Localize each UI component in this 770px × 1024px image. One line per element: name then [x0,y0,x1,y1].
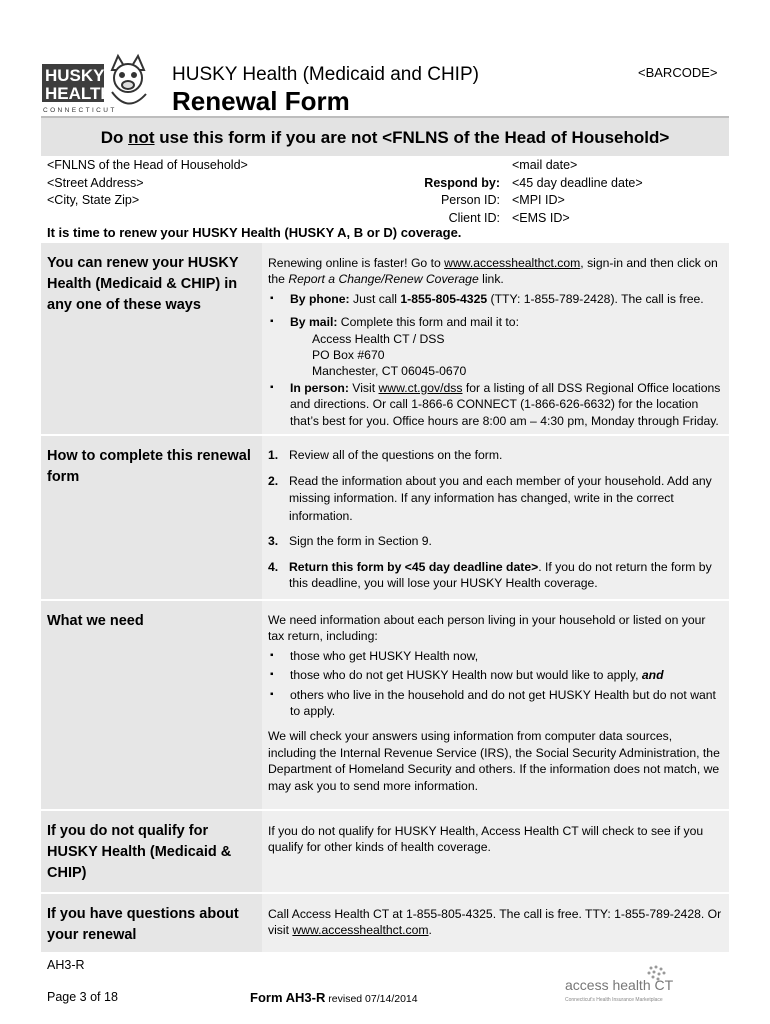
section-what-we-need [41,599,729,811]
section-heading: If you have questions about your renewal [47,906,239,943]
logo-connecticut-text: CONNECTICUT [43,107,117,114]
access-health-ct-logo [563,965,683,1005]
list-item: ▪ In person: Visit www.ct.gov/dss for a listing of all DSS Regional Office locations and directions. Or call 1-866-6 CONNECT (1-866-626-6632) for the location that’s best for you. Office hours are 8:00 am – 4:30 pm, Monday through Friday. [268,380,722,429]
accesshealthct-link[interactable]: www.accesshealthct.com [292,923,429,938]
section-heading: If you do not qualify for HUSKY Health (Medicaid & CHIP) [47,823,232,881]
list-item: 4. Return this form by <45 day deadline date>. If you do not return the form by this deadline, you will lose your HUSKY Health coverage. [268,559,712,590]
recipient-city: <City, State Zip> [47,193,140,208]
ems-id: <EMS ID> [512,211,570,226]
ct-gov-dss-link[interactable]: www.ct.gov/dss [378,380,463,395]
section-heading: What we need [47,613,144,629]
husky-dog-icon [112,56,146,104]
section-not-qualify [41,809,729,894]
page-number: Page 3 of 18 [47,990,118,1004]
meta-labels [400,157,500,228]
intro-text: It is time to renew your HUSKY Health (HUSKY A, B or D) coverage. [47,225,462,240]
mail-date: <mail date> [512,158,578,172]
warning-not: not [128,128,155,147]
section-body [262,436,729,601]
warning-pre: Do [100,128,129,147]
list-item: ▪ others who live in the household and do not get HUSKY Health but do not want to apply. [268,687,722,720]
list-item: ▪ By phone: Just call 1-855-805-4325 (TTY: 1-855-789-2428). The call is free. [268,291,722,307]
husky-health-logo [42,52,154,116]
accesshealthct-link[interactable]: www.accesshealthct.com [444,256,581,270]
list-item: 1. Review all of the questions on the form. [268,448,503,462]
recipient-address [47,157,248,210]
list-item: ▪ those who get HUSKY Health now, [268,648,722,664]
logo-husky-text: HUSKY [45,66,105,85]
meta-values [512,157,643,228]
section-heading: You can renew your HUSKY Health (Medicaid & CHIP) in any one of these ways [47,255,239,313]
list-item: 3. Sign the form in Section 9. [268,534,432,549]
page-title: Renewal Form [172,86,350,116]
warning-post: use this form if you are not <FNLNS of the Head of Household> [154,128,670,147]
form-revision: Form AH3-R revised 07/14/2014 [250,990,418,1005]
client-id-label: Client ID: [448,211,500,226]
form-code: AH3-R [47,958,85,972]
ahct-name: access health CT [565,977,674,993]
ahct-tagline: Connecticut's Health Insurance Marketplace [565,997,663,1003]
deadline-date: <45 day deadline date> [512,175,643,190]
section-how-to-complete [41,434,729,601]
mpi-id: <MPI ID> [512,193,565,208]
recipient-name: <FNLNS of the Head of Household> [47,158,248,172]
list-item: 2. Read the information about you and each member of your household. Add any missing information. If any information has changed, write in the correct information. [268,473,712,523]
barcode-placeholder: <BARCODE> [638,65,718,80]
section-questions [41,892,729,952]
section-renew-ways [41,241,729,436]
list-item: ▪ By mail: Complete this form and mail it to: Access Health CT / DSS PO Box #670 Manchester, CT 06045-0670 [268,314,722,380]
logo-health-text: HEALTH [45,84,113,103]
section-heading: How to complete this renewal form [47,448,251,485]
section-body: Renewing online is faster! Go to www.accesshealthct.com, sign-in and then click on the Report a Change/Renew Coverage link. ▪ By phone: Just call 1-855-805-4325 (TTY: 1-855-789-2428). The call is free. ▪ By mail: Complete this form and mail it to: Access Health CT / DSS PO Box #670 Manchester, CT 06045-0670 ▪ In person: Visit www.ct.gov/dss for a listing of all DSS Regional Office locations and directions. Or call 1-866-6 CONNECT (1-866-626-6632) for the location that’s best for you. Office hours are 8:00 am – 4:30 pm, Monday through Friday. [262,243,729,436]
section-body: Call Access Health CT at 1-855-805-4325. The call is free. TTY: 1-855-789-2428. Or visit www.accesshealthct.com. [262,894,729,952]
recipient-street: <Street Address> [47,175,144,190]
person-id-label: Person ID: [440,193,500,208]
warning-banner [41,116,729,156]
section-body: If you do not qualify for HUSKY Health, Access Health CT will check to see if you qualify for other kinds of health coverage. [262,811,729,894]
list-item: ▪ those who do not get HUSKY Health now but would like to apply, and [268,667,722,683]
program-name: HUSKY Health (Medicaid and CHIP) [172,64,479,85]
respond-by-label: Respond by: [424,175,500,190]
section-body: We need information about each person living in your household or listed on your tax return, including: ▪ those who get HUSKY Health now, ▪ those who do not get HUSKY Health now but would like to apply, and ▪ others who live in the household and do not get HUSKY Health but do not want to apply. We will check your answers using information from computer data sources, including the Internal Revenue Service (IRS), the Social Security Administration, the Department of Homeland Security and others. If the information does not match, we may ask you to send more information. [262,601,729,811]
